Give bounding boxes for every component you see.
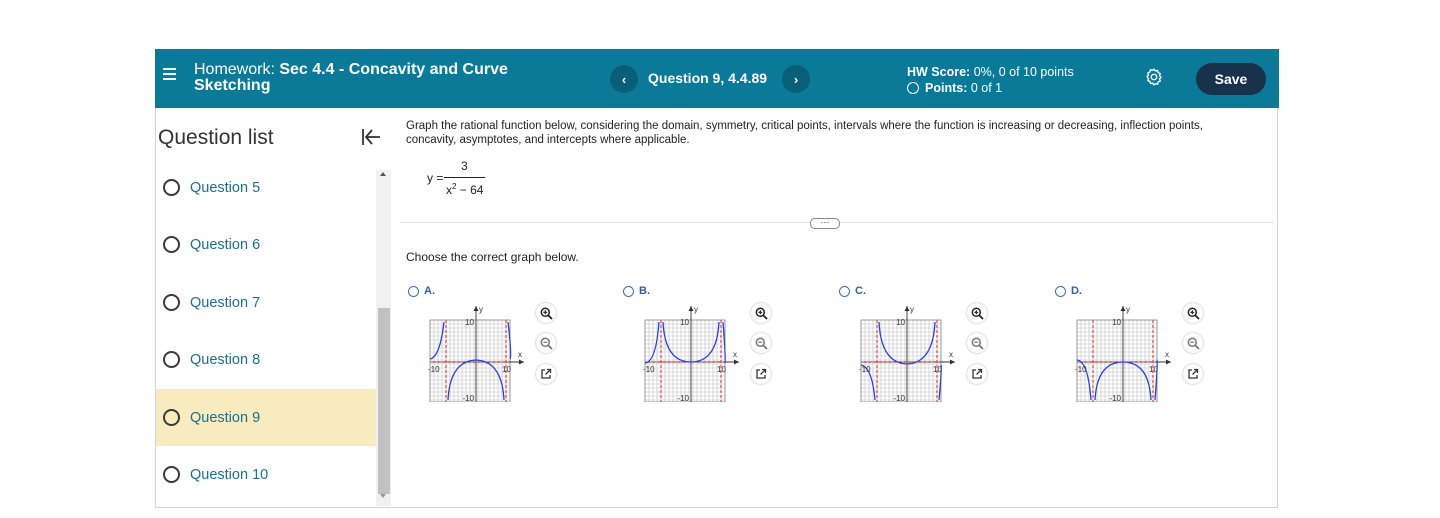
question-item-label: Question 9 <box>190 409 261 426</box>
y-tick-bottom: -10 <box>677 394 689 402</box>
status-circle-icon <box>163 351 180 368</box>
score-value: 0%, 0 of 10 points <box>973 65 1074 79</box>
option-radio-a[interactable] <box>408 286 419 297</box>
question-list-title: Question list <box>158 126 274 149</box>
x-axis-arrow-icon <box>1166 360 1171 365</box>
graph-option-d[interactable] <box>1069 302 1189 402</box>
status-circle-icon <box>163 466 180 483</box>
question-item-5[interactable] <box>156 159 376 216</box>
x-axis-arrow-icon <box>950 360 955 365</box>
option-radio-c[interactable] <box>839 286 850 297</box>
homework-title <box>194 62 554 94</box>
x-tick-left: -10 <box>643 365 655 374</box>
previous-question-button[interactable]: ‹ <box>610 65 638 93</box>
x-tick-left: -10 <box>428 365 440 374</box>
open-graph-button[interactable] <box>536 364 556 384</box>
question-item-label: Question 8 <box>190 351 261 368</box>
zoom-in-button[interactable] <box>536 303 556 323</box>
zoom-in-button[interactable] <box>1183 303 1203 323</box>
external-link-icon <box>971 368 983 380</box>
expand-more-button[interactable]: ··· <box>810 218 840 229</box>
scrollbar-thumb[interactable] <box>378 308 390 494</box>
x-tick-right: 10 <box>502 365 511 374</box>
collapse-panel-icon[interactable] <box>360 126 382 148</box>
question-item-label: Question 10 <box>190 466 269 483</box>
zoom-in-button[interactable] <box>751 303 771 323</box>
x-tick-right: 10 <box>1149 365 1158 374</box>
y-axis-arrow-icon <box>905 306 910 311</box>
y-axis-label: y <box>1126 305 1130 314</box>
option-label-a[interactable]: A. <box>424 285 435 297</box>
status-circle-icon <box>163 409 180 426</box>
zoom-out-icon <box>540 337 553 350</box>
open-graph-button[interactable] <box>1183 364 1203 384</box>
y-tick-top: 10 <box>896 318 905 327</box>
points-label: Points: <box>925 81 968 95</box>
gear-icon[interactable] <box>1144 67 1164 87</box>
y-tick-top: 10 <box>680 318 689 327</box>
zoom-in-icon <box>1187 307 1200 320</box>
zoom-in-button[interactable] <box>967 303 987 323</box>
hw-prefix: Homework: <box>194 61 275 78</box>
menu-icon[interactable] <box>163 68 176 80</box>
option-label-b[interactable]: B. <box>639 285 650 297</box>
y-tick-bottom: -10 <box>893 394 905 402</box>
zoom-in-icon <box>971 307 984 320</box>
question-item-label: Question 5 <box>190 179 261 196</box>
zoom-in-icon <box>755 307 768 320</box>
zoom-out-button[interactable] <box>536 333 556 353</box>
option-label-c[interactable]: C. <box>855 285 866 297</box>
question-list-panel <box>156 108 392 507</box>
external-link-icon <box>755 368 767 380</box>
x-axis-label: x <box>518 350 522 359</box>
x-axis-arrow-icon <box>519 360 524 365</box>
y-axis-arrow-icon <box>689 306 694 311</box>
open-graph-button[interactable] <box>967 364 987 384</box>
status-circle-icon <box>163 236 180 253</box>
graph-grid <box>1077 320 1157 402</box>
equation-lhs: y = <box>427 171 444 185</box>
x-tick-left: -10 <box>1075 365 1087 374</box>
scroll-down-arrow-icon[interactable] <box>380 494 386 498</box>
x-tick-left: -10 <box>859 365 871 374</box>
y-axis-arrow-icon <box>474 306 479 311</box>
status-circle-icon <box>163 294 180 311</box>
graph-grid <box>861 320 941 402</box>
x-tick-right: 10 <box>933 365 942 374</box>
option-radio-b[interactable] <box>623 286 634 297</box>
graph-option-a[interactable] <box>422 302 542 402</box>
x-axis-arrow-icon <box>734 360 739 365</box>
external-link-icon <box>1187 368 1199 380</box>
zoom-in-icon <box>540 307 553 320</box>
y-axis-label: y <box>479 305 483 314</box>
open-graph-button[interactable] <box>751 364 771 384</box>
choose-prompt: Choose the correct graph below. <box>406 250 579 264</box>
option-radio-d[interactable] <box>1055 286 1066 297</box>
zoom-out-button[interactable] <box>751 333 771 353</box>
question-item-label: Question 7 <box>190 294 261 311</box>
question-label: Question 9, 4.4.89 <box>648 70 768 86</box>
zoom-out-button[interactable] <box>1183 333 1203 353</box>
graph-option-c[interactable] <box>853 302 973 402</box>
y-tick-bottom: -10 <box>1109 394 1121 402</box>
y-tick-top: 10 <box>1112 318 1121 327</box>
den-exp: 2 <box>452 182 457 191</box>
y-tick-top: 10 <box>465 318 474 327</box>
den-rest: − 64 <box>456 183 484 197</box>
top-bar <box>155 49 1279 108</box>
x-axis-label: x <box>1165 350 1169 359</box>
zoom-out-icon <box>1187 337 1200 350</box>
x-axis-label: x <box>949 350 953 359</box>
question-item-8[interactable] <box>156 331 376 388</box>
question-instructions: Graph the rational function below, considering the domain, symmetry, critical points, intervals where the function is increasing or decreasing, inflection points, concavity, asymptotes, and intercepts where applicable. <box>406 120 1203 146</box>
zoom-out-icon <box>755 337 768 350</box>
graph-option-b[interactable] <box>637 302 757 402</box>
external-link-icon <box>540 368 552 380</box>
question-item-label: Question 6 <box>190 236 261 253</box>
points-value: 0 of 1 <box>970 81 1003 95</box>
hw-score <box>907 64 1074 96</box>
y-axis-label: y <box>694 305 698 314</box>
den-var: x <box>446 183 452 197</box>
status-circle-icon <box>163 179 180 196</box>
question-item-9[interactable] <box>156 389 376 446</box>
y-axis-arrow-icon <box>1121 306 1126 311</box>
question-item-6[interactable] <box>156 216 376 273</box>
question-item-10[interactable] <box>156 446 376 503</box>
zoom-out-icon <box>971 337 984 350</box>
y-axis-label: y <box>910 305 914 314</box>
save-button[interactable]: Save <box>1196 63 1266 95</box>
points-circle-icon <box>907 82 919 94</box>
x-axis-label: x <box>733 350 737 359</box>
scroll-up-arrow-icon[interactable] <box>380 172 386 176</box>
fraction-bar <box>444 177 485 178</box>
y-tick-bottom: -10 <box>462 394 474 402</box>
zoom-out-button[interactable] <box>967 333 987 353</box>
score-label: HW Score: <box>907 65 971 79</box>
x-tick-right: 10 <box>717 365 726 374</box>
hw-section: Sec 4.4 - Concavity and Curve Sketching <box>194 61 508 94</box>
next-question-button[interactable]: › <box>782 65 810 93</box>
question-item-7[interactable] <box>156 274 376 331</box>
equation-denominator <box>446 182 483 197</box>
option-label-d[interactable]: D. <box>1071 285 1082 297</box>
equation-numerator: 3 <box>461 159 468 173</box>
